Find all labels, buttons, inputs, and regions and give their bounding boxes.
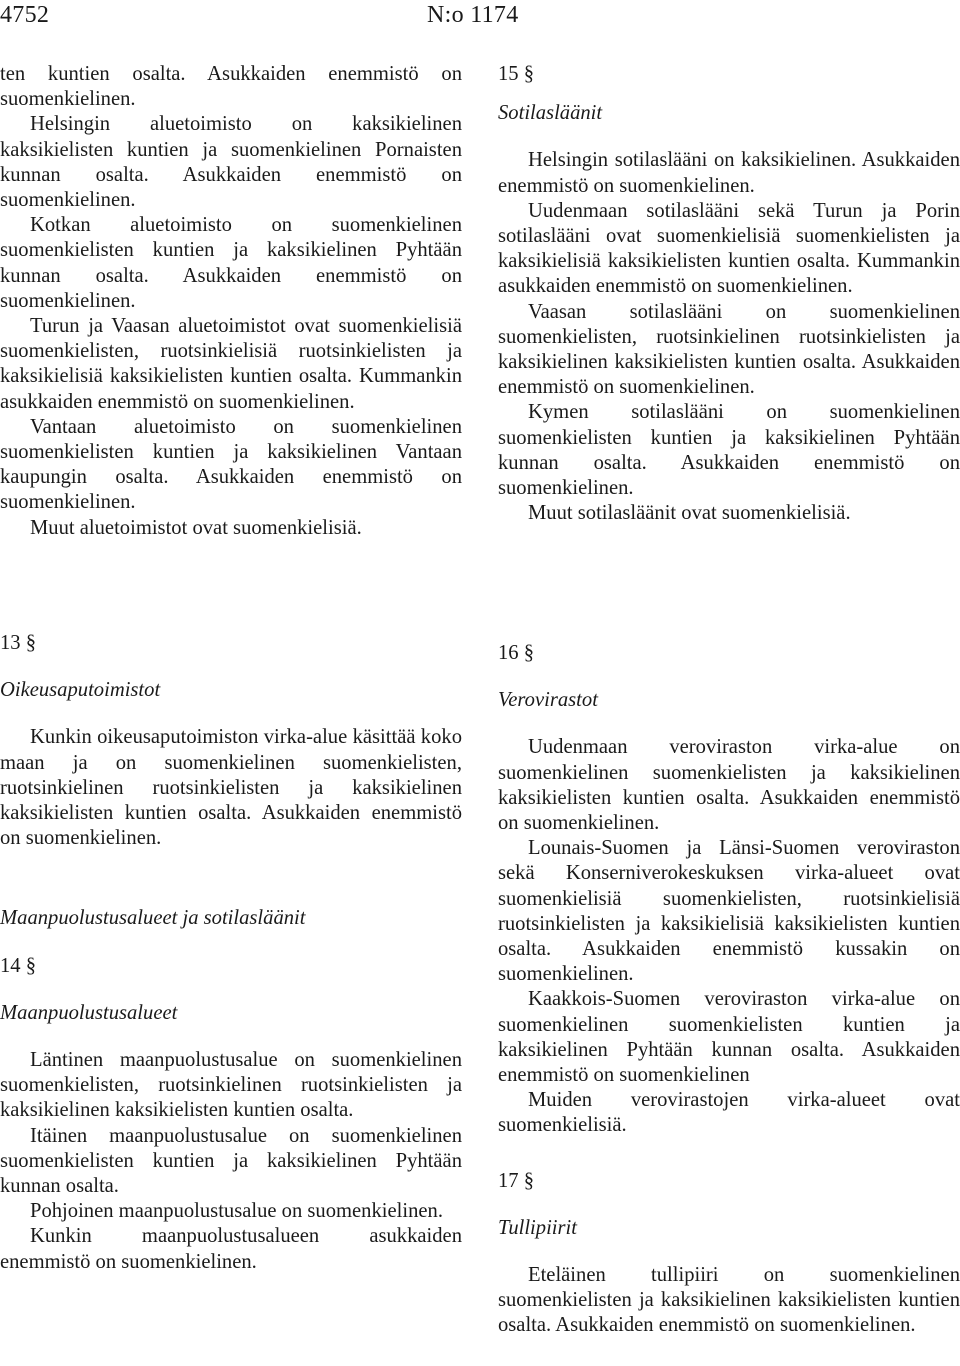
paragraph: Uudenmaan veroviraston virka-alue on suomenkielinen suomenkielisten ja kaksikielinen kaksikielisten kuntien osalta. Asukkaiden enemmistö on suomenkielinen. [498, 736, 960, 835]
section-title: Maanpuolustusalueet [0, 1001, 178, 1024]
paragraph: ten kuntien osalta. Asukkaiden enemmistö on suomenkielinen. [0, 63, 462, 111]
paragraph: Muut aluetoimistot ovat suomenkielisiä. [30, 516, 362, 539]
section-title: Verovirastot [498, 689, 598, 712]
paragraph: Pohjoinen maanpuolustusalue on suomenkielinen. [30, 1200, 443, 1223]
paragraph: Helsingin aluetoimisto on kaksikielinen kaksikielisten kuntien ja suomenkielinen Pornaisten kunnan osalta. Asukkaiden enemmistö on suomenkielinen. [0, 113, 462, 212]
statute-number: N:o 1174 [427, 2, 519, 28]
paragraph: Kymen sotilaslääni on suomenkielinen suomenkielisten kuntien ja kaksikielinen Pyhtään kunnan osalta. Asukkaiden enemmistö on suomenkielinen. [498, 401, 960, 500]
section-number: 15 § [498, 63, 535, 85]
chapter-heading: Maanpuolustusalueet ja sotilasläänit [0, 907, 306, 930]
paragraph: Vaasan sotilaslääni on suomenkielinen suomenkielisten, ruotsinkielinen ruotsinkielisten ja kaksikielinen kaksikielisten kuntien osalta. Asukkaiden enemmistö on suomenkielinen. [498, 300, 960, 399]
section-number: 17 § [498, 1169, 535, 1192]
paragraph: Eteläinen tullipiiri on suomenkielinen suomenkielisten ja kaksikielinen kaksikielisten kuntien osalta. Asukkaiden enemmistö on suomenkielinen. [498, 1264, 960, 1337]
paragraph: Kunkin oikeusaputoimiston virka-alue käsittää koko maan ja on suomenkielinen suomenkielisten, ruotsinkielinen ruotsinkielisten ja kaksikielinen kaksikielisten kuntien osalta. Asukkaiden enemmistö on suomenkielinen. [0, 726, 462, 850]
paragraph: Lounais-Suomen ja Länsi-Suomen veroviraston sekä Konserniverokeskuksen virka-alueet ovat suomenkielisiä suomenkielisten, ruotsinkielisiä ruotsinkielisten ja kaksikielisiä kaksikielisten kuntien osalta. Asukkaiden enemmistö kussakin on suomenkielinen. [498, 837, 960, 986]
paragraph: Kunkin maanpuolustusalueen asukkaiden enemmistö on suomenkielinen. [0, 1225, 462, 1273]
paragraph: Muiden verovirastojen virka-alueet ovat suomenkielisiä. [498, 1089, 960, 1137]
section-title: Oikeusaputoimistot [0, 679, 161, 702]
paragraph: Turun ja Vaasan aluetoimistot ovat suomenkielisiä suomenkielisten, ruotsinkielisiä ruotsinkielisten ja kaksikielisiä kaksikielisten kuntien osalta. Kummankin asukkaiden enemmistö on suomenkielinen. [0, 315, 462, 413]
left-top-column [0, 62, 462, 541]
paragraph: Läntinen maanpuolustusalue on suomenkielinen suomenkielisten, ruotsinkielinen ruotsinkielisten ja kaksikielinen kaksikielisten kuntien osalta. [0, 1049, 462, 1122]
paragraph: Muut sotilasläänit ovat suomenkielisiä. [528, 502, 851, 525]
section-15 [498, 62, 960, 526]
right-bottom-column [498, 641, 960, 1339]
section-number: 14 § [0, 954, 37, 977]
section-title: Tullipiirit [498, 1216, 577, 1239]
paragraph: Uudenmaan sotilaslääni sekä Turun ja Porin sotilaslääni ovat suomenkielisiä suomenkielisten ja kaksikielisiä kaksikielisten kuntien osalta. Kummankin asukkaiden enemmistö on suomenkielinen. [498, 199, 960, 298]
left-bottom-column [0, 631, 462, 1275]
paragraph: Helsingin sotilaslääni on kaksikielinen. Asukkaiden enemmistö on suomenkielinen. [498, 149, 960, 197]
paragraph: Kaakkois-Suomen veroviraston virka-alue on suomenkielinen suomenkielisten kuntien ja kaksikielinen Pyhtään kunnan osalta. Asukkaiden enemmistö on suomenkielinen [498, 988, 960, 1087]
paragraph: Itäinen maanpuolustusalue on suomenkielinen suomenkielisten kuntien ja kaksikielinen Pyhtään kunnan osalta. [0, 1124, 462, 1198]
page-number: 4752 [0, 2, 50, 28]
section-number: 13 § [0, 632, 37, 654]
section-title: Sotilasläänit [498, 102, 603, 125]
paragraph: Vantaan aluetoimisto on suomenkielinen suomenkielisten kuntien ja kaksikielinen Vantaan kaupungin osalta. Asukkaiden enemmistö on suomenkielinen. [0, 415, 462, 514]
section-number: 16 § [498, 642, 535, 664]
paragraph: Kotkan aluetoimisto on suomenkielinen suomenkielisten kuntien ja kaksikielinen Pyhtään kunnan osalta. Asukkaiden enemmistö on suomenkielinen. [0, 214, 462, 312]
